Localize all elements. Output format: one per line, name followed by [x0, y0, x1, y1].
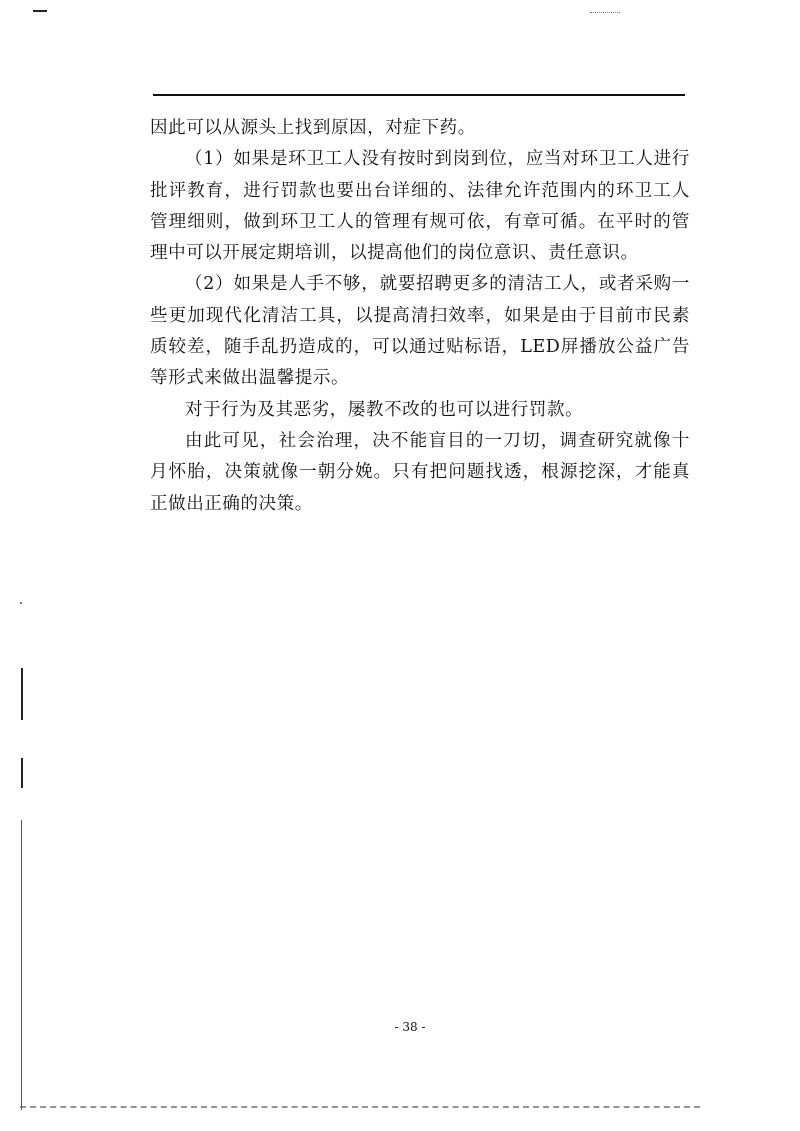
paragraph: （1）如果是环卫工人没有按时到岗到位，应当对环卫工人进行批评教育，进行罚款也要出台详细的、法律允许范围内的环卫工人管理细则，做到环卫工人的管理有规可依，有章可循。在平时的管理中可以开展定期培训，以提高他们的岗位意识、责任意识。	[150, 149, 690, 264]
scan-mark	[33, 10, 47, 12]
page-number: - 38 -	[394, 1020, 426, 1034]
binding-edge	[21, 668, 23, 720]
binding-edge	[21, 758, 23, 788]
header-rule	[153, 94, 685, 96]
scan-mark	[20, 602, 22, 604]
paragraph: 由此可见，社会治理，决不能盲目的一刀切，调查研究就像十月怀胎，决策就像一朝分娩。只有把问题找透，根源挖深，才能真正做出正确的决策。	[150, 430, 690, 514]
paragraph: （2）如果是人手不够，就要招聘更多的清洁工人，或者采购一些更加现代化清洁工具，以提高清扫效率，如果是由于目前市民素质较差，随手乱扔造成的，可以通过贴标语，LED屏播放公益广告等形式来做出温馨提示。	[150, 274, 690, 389]
binding-edge	[21, 820, 22, 1110]
scan-mark	[590, 12, 620, 14]
paragraph: 因此可以从源头上找到原因，对症下药。	[150, 118, 476, 138]
scan-edge	[20, 1106, 700, 1110]
body-text	[150, 113, 690, 520]
paragraph: 对于行为及其恶劣，屡教不改的也可以进行罚款。	[185, 399, 584, 420]
